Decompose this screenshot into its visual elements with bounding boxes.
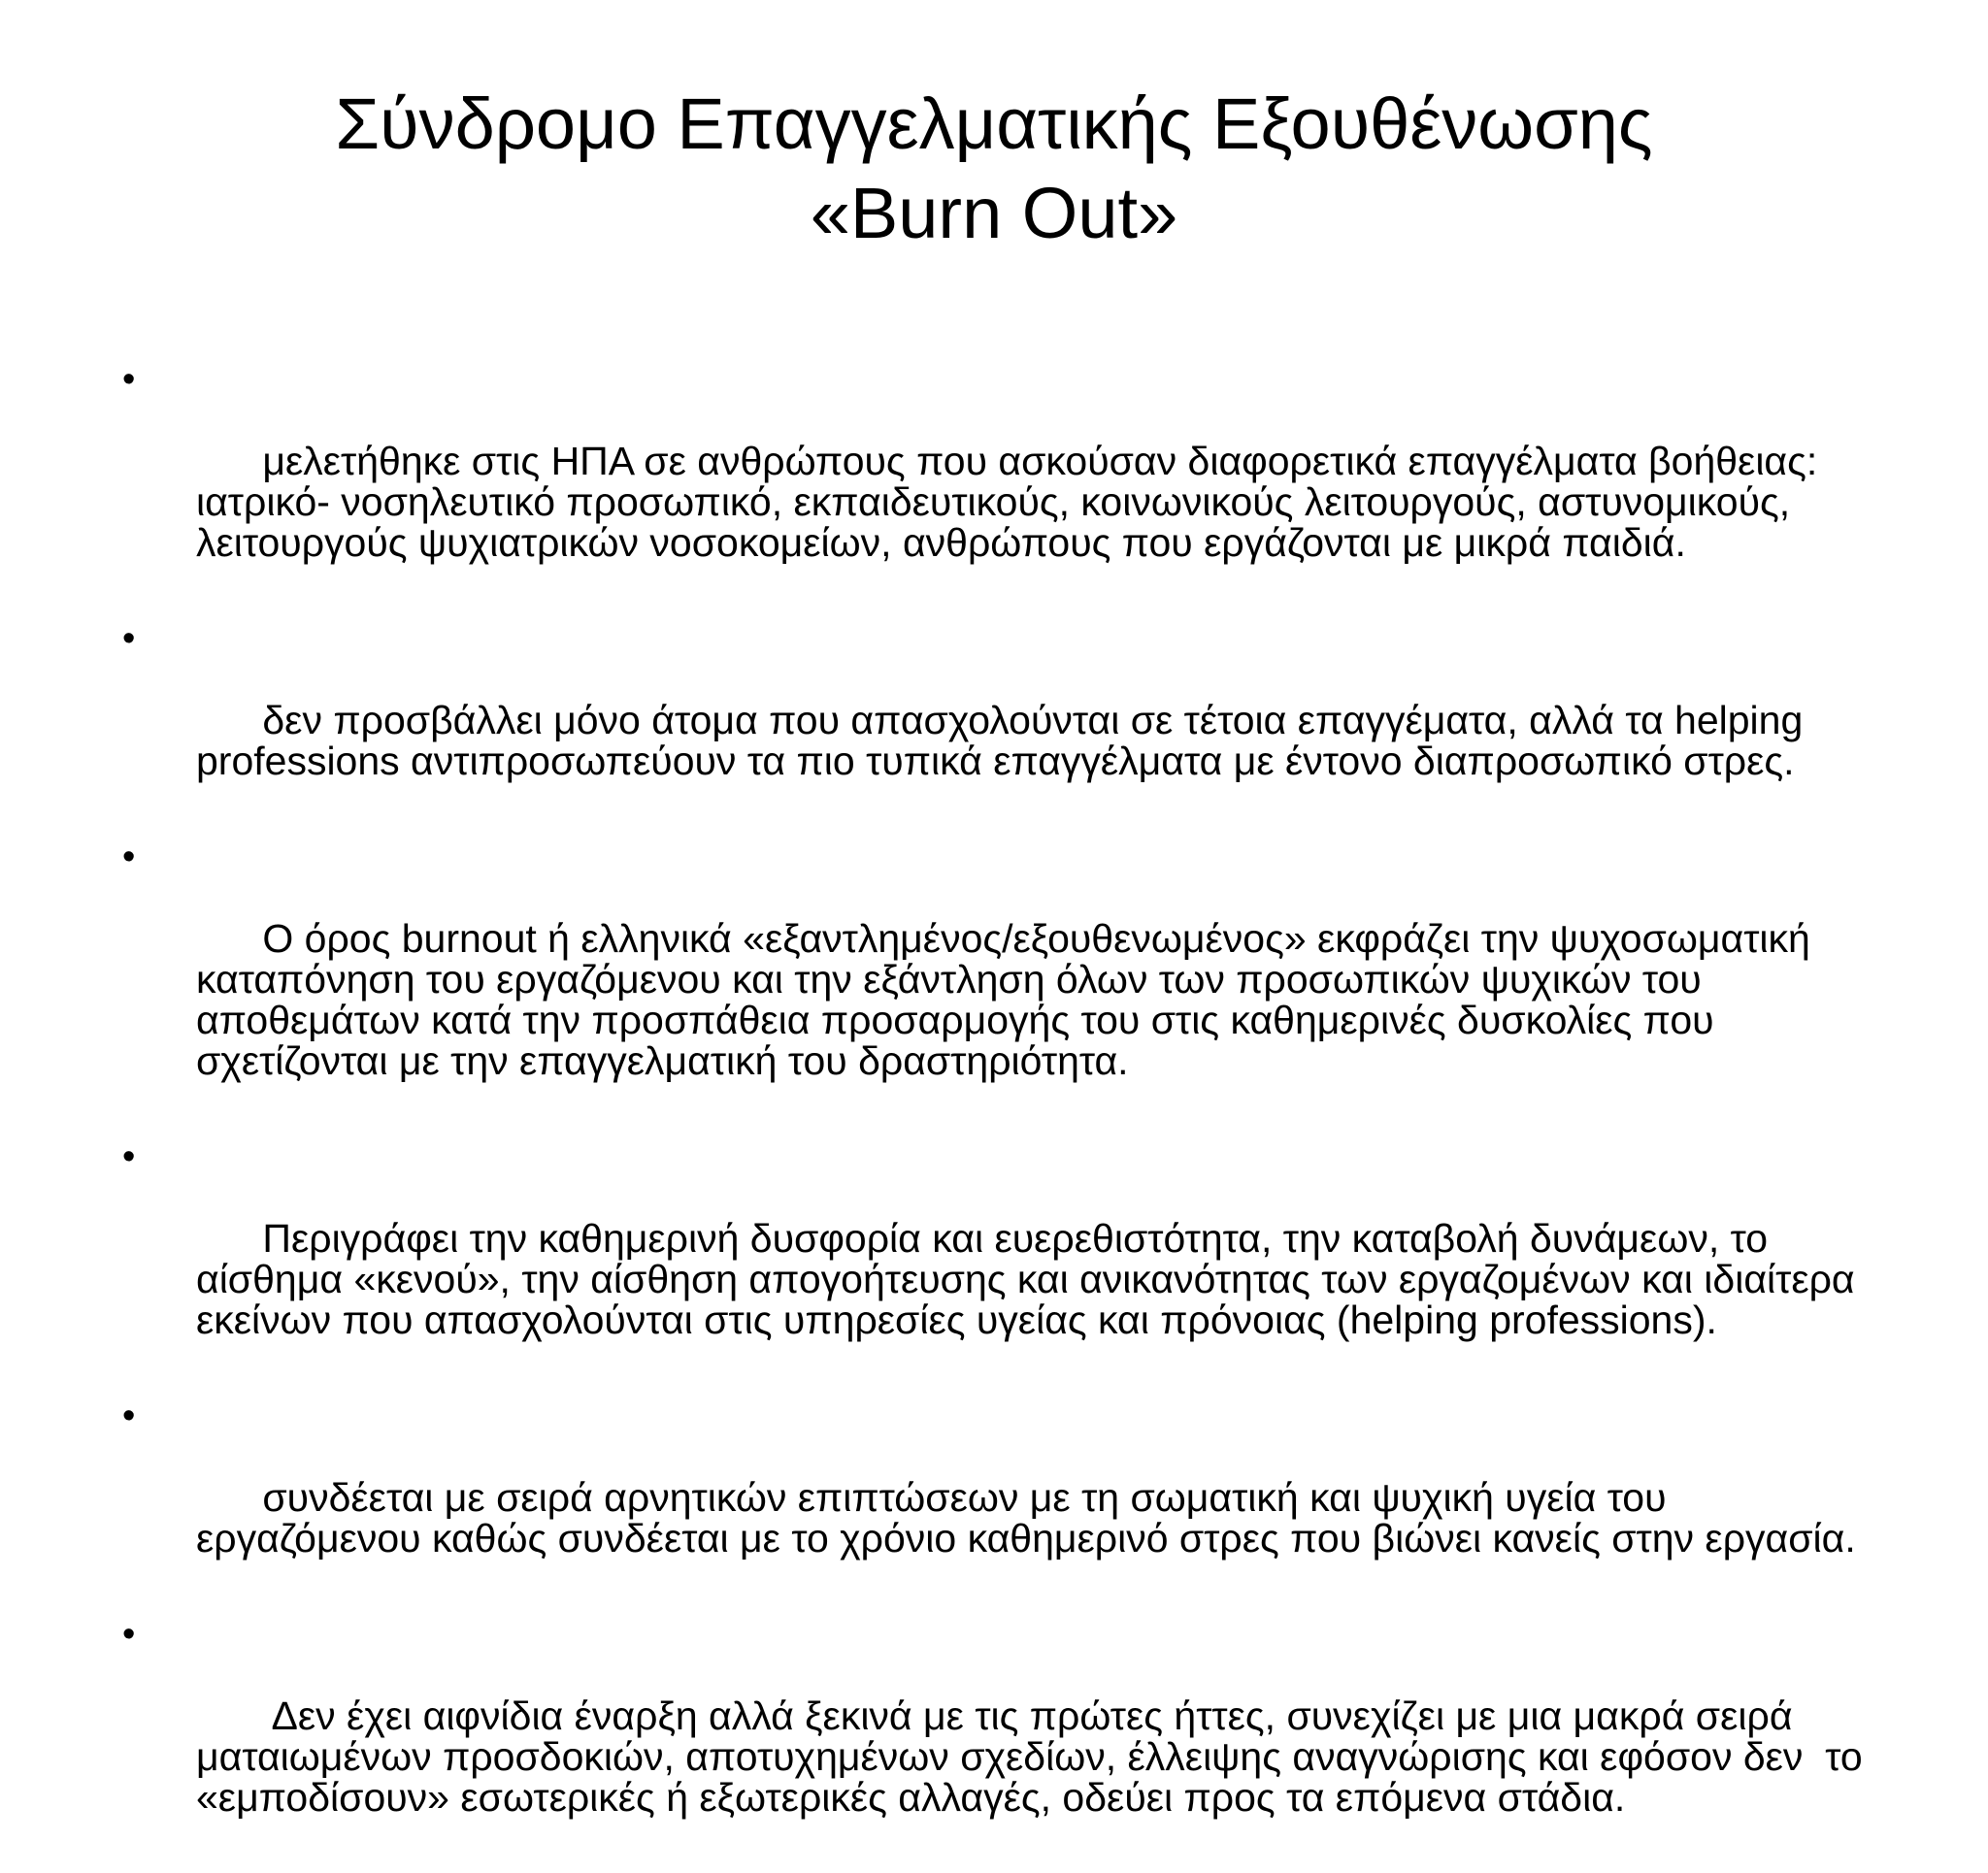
bullet-text: δεν προσβάλλει μόνο άτομα που απασχολούνται σε τέτοια επαγγέματα, αλλά τα helping professions αντιπροσωπεύουν τα πιο τυπικά επαγγέλματα με έντονο διαπροσωπικό στρες. xyxy=(196,698,1814,783)
bullet-text: Ο όρος burnout ή ελληνικά «εξαντλημένος/εξουθενωμένος» εκφράζει την ψυχοσωματική καταπόνηση του εργαζόμενου και την εξάντληση όλων των προσωπικών ψυχικών του αποθεμάτων κατά την προσπάθεια προσαρμογής του στις καθημερινές δυσκολίες που σχετίζονται με την επαγγελματική του δραστηριότητα. xyxy=(196,916,1822,1083)
bullet-dot-icon: • xyxy=(122,1136,136,1177)
bullet-item xyxy=(122,1136,1889,1381)
bullet-dot-icon: • xyxy=(122,618,136,659)
bullet-dot-icon: • xyxy=(122,837,136,877)
bullet-dot-icon: • xyxy=(122,359,136,400)
bullet-item xyxy=(122,618,1889,822)
bullet-text: Περιγράφει την καθημερινή δυσφορία και ευερεθιστότητα, την καταβολή δυνάμεων, το αίσθημα «κενού», την αίσθηση απογοήτευσης και ανικανότητας των εργαζομένων και ιδιαίτερα εκείνων που απασχολούνται στις υπηρεσίες υγείας και πρόνοιας (helping professions). xyxy=(196,1216,1867,1342)
slide-title-line-1: Σύνδρομο Επαγγελματικής Εξουθένωσης xyxy=(335,83,1653,164)
bullet-item xyxy=(122,1614,1889,1858)
slide-title-line-2: «Burn Out» xyxy=(810,173,1178,253)
bullet-text: Δεν έχει αιφνίδια έναρξη αλλά ξεκινά με τις πρώτες ήττες, συνεχίζει με μια μακρά σειρά ματαιωμένων προσδοκιών, αποτυχημένων σχεδίων, έλλειψης αναγνώρισης και εφόσον δεν το «εμποδίσουν» εσωτερικές ή εξωτερικές αλλαγές, οδεύει προς τα επόμενα στάδια. xyxy=(196,1693,1874,1820)
bullet-item xyxy=(122,837,1889,1122)
bullet-text: συνδέεται με σειρά αρνητικών επιπτώσεων με τη σωματική και ψυχική υγεία του εργαζόμενου καθώς συνδέεται με το χρόνιο καθημερινό στρες που βιώνει κανείς στην εργασία. xyxy=(196,1475,1856,1561)
bullet-list xyxy=(122,359,1889,1873)
bullet-item xyxy=(122,1396,1889,1599)
bullet-dot-icon: • xyxy=(122,1396,136,1436)
bullet-text: μελετήθηκε στις ΗΠΑ σε ανθρώπους που ασκούσαν διαφορετικά επαγγέλματα βοήθειας: ιατρικό- νοσηλευτικό προσωπικό, εκπαιδευτικούς, κοινωνικούς λειτουργούς, αστυνομικούς, λειτουργούς ψυχιατρικών νοσοκομείων, ανθρώπους που εργάζονται με μικρά παιδιά. xyxy=(196,439,1829,565)
slide-title xyxy=(0,80,1988,258)
bullet-dot-icon: • xyxy=(122,1614,136,1655)
bullet-item xyxy=(122,359,1889,604)
